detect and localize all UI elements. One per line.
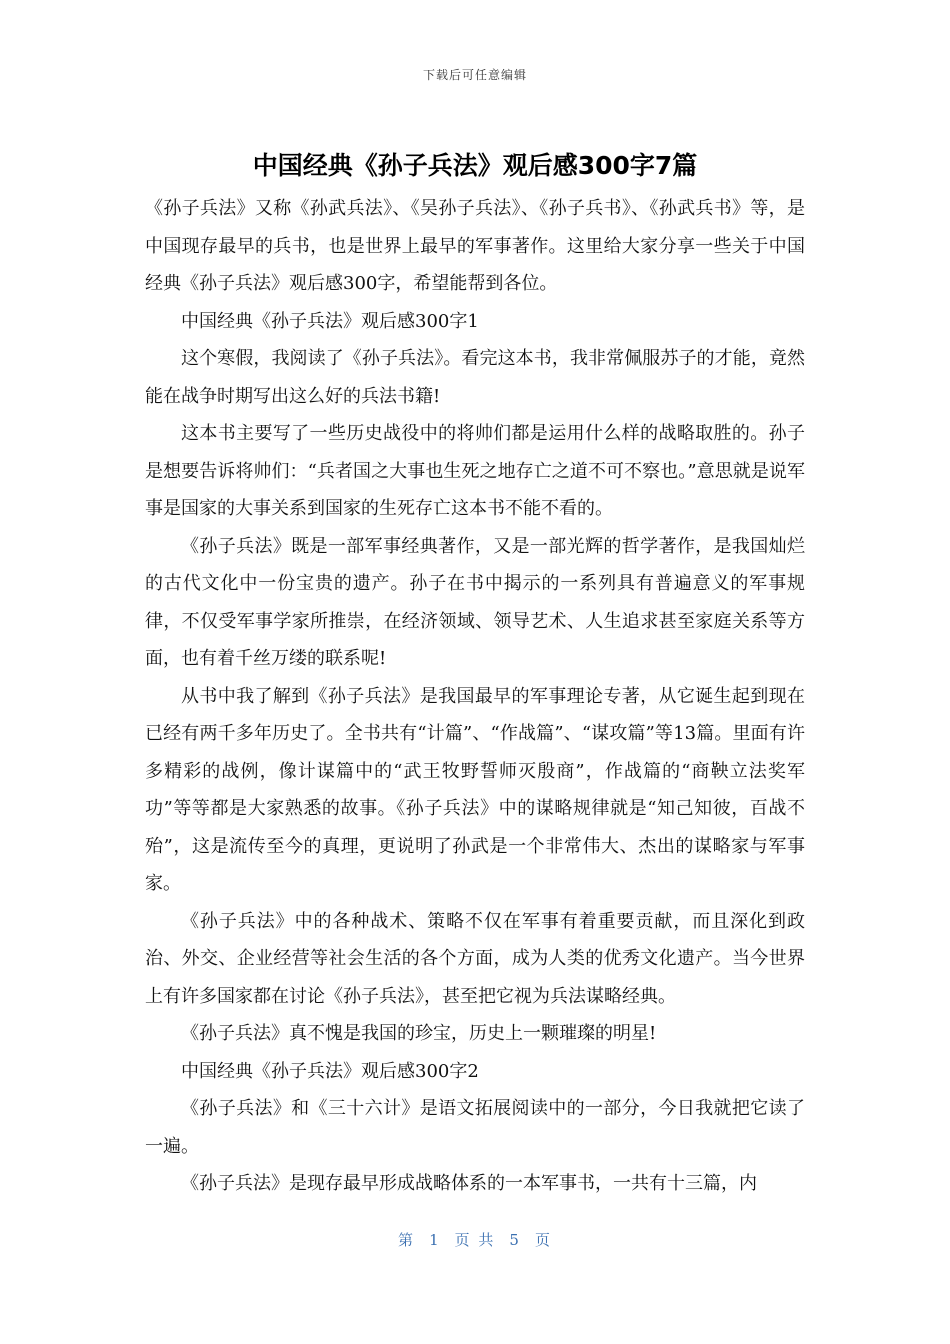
footer-label-page: 第 xyxy=(398,1231,416,1249)
intro-paragraph: 《孙子兵法》又称《孙武兵法》、《吴孙子兵法》、《孙子兵书》、《孙武兵书》等，是中国现存最早的兵书，也是世界上最早的军事著作。这里给大家分享一些关于中国经典《孙子兵法》观后感300字，希望能帮到各位。 xyxy=(145,198,805,294)
document-title: 中国经典《孙子兵法》观后感300字7篇 xyxy=(252,151,698,180)
page-header-note: 下载后可任意编辑 xyxy=(422,68,527,82)
footer-page-number: 1 xyxy=(429,1231,441,1249)
footer-total-pages: 5 xyxy=(509,1231,521,1249)
document-body xyxy=(145,190,805,1203)
section-heading-1: 中国经典《孙子兵法》观后感300字1 xyxy=(181,310,479,332)
body-paragraph: 这个寒假，我阅读了《孙子兵法》。看完这本书，我非常佩服苏子的才能，竟然能在战争时期写出这么好的兵法书籍! xyxy=(145,348,805,407)
footer-label-of: 页 共 xyxy=(454,1231,496,1249)
body-paragraph: 《孙子兵法》真不愧是我国的珍宝，历史上一颗璀璨的明星! xyxy=(181,1023,657,1044)
body-paragraph: 《孙子兵法》是现存最早形成战略体系的一本军事书，一共有十三篇，内 xyxy=(181,1173,757,1194)
footer-label-end: 页 xyxy=(534,1231,552,1249)
body-paragraph: 《孙子兵法》既是一部军事经典著作，又是一部光辉的哲学著作，是我国灿烂的古代文化中一份宝贵的遗产。孙子在书中揭示的一系列具有普遍意义的军事规律，不仅受军事学家所推崇，在经济领域、领导艺术、人生追求甚至家庭关系等方面，也有着千丝万缕的联系呢! xyxy=(145,535,805,669)
page-footer xyxy=(0,1229,950,1250)
body-paragraph: 《孙子兵法》中的各种战术、策略不仅在军事有着重要贡献，而且深化到政治、外交、企业经营等社会生活的各个方面，成为人类的优秀文化遗产。当今世界上有许多国家都在讨论《孙子兵法》，甚至把它视为兵法谋略经典。 xyxy=(145,910,805,1007)
body-paragraph: 这本书主要写了一些历史战役中的将帅们都是运用什么样的战略取胜的。孙子是想要告诉将帅们：“兵者国之大事也生死之地存亡之道不可不察也。”意思就是说军事是国家的大事关系到国家的生死存亡这本书不能不看的。 xyxy=(145,423,805,519)
body-paragraph: 《孙子兵法》和《三十六计》是语文拓展阅读中的一部分，今日我就把它读了一遍。 xyxy=(145,1098,805,1157)
body-paragraph: 从书中我了解到《孙子兵法》是我国最早的军事理论专著，从它诞生起到现在已经有两千多年历史了。全书共有“计篇”、“作战篇”、“谋攻篇”等13篇。里面有许多精彩的战例，像计谋篇中的“武王牧野誓师灭殷商”，作战篇的“商鞅立法奖军功”等等都是大家熟悉的故事。《孙子兵法》中的谋略规律就是“知己知彼，百战不殆”，这是流传至今的真理，更说明了孙武是一个非常伟大、杰出的谋略家与军事家。 xyxy=(145,685,805,894)
section-heading-2: 中国经典《孙子兵法》观后感300字2 xyxy=(181,1060,479,1082)
